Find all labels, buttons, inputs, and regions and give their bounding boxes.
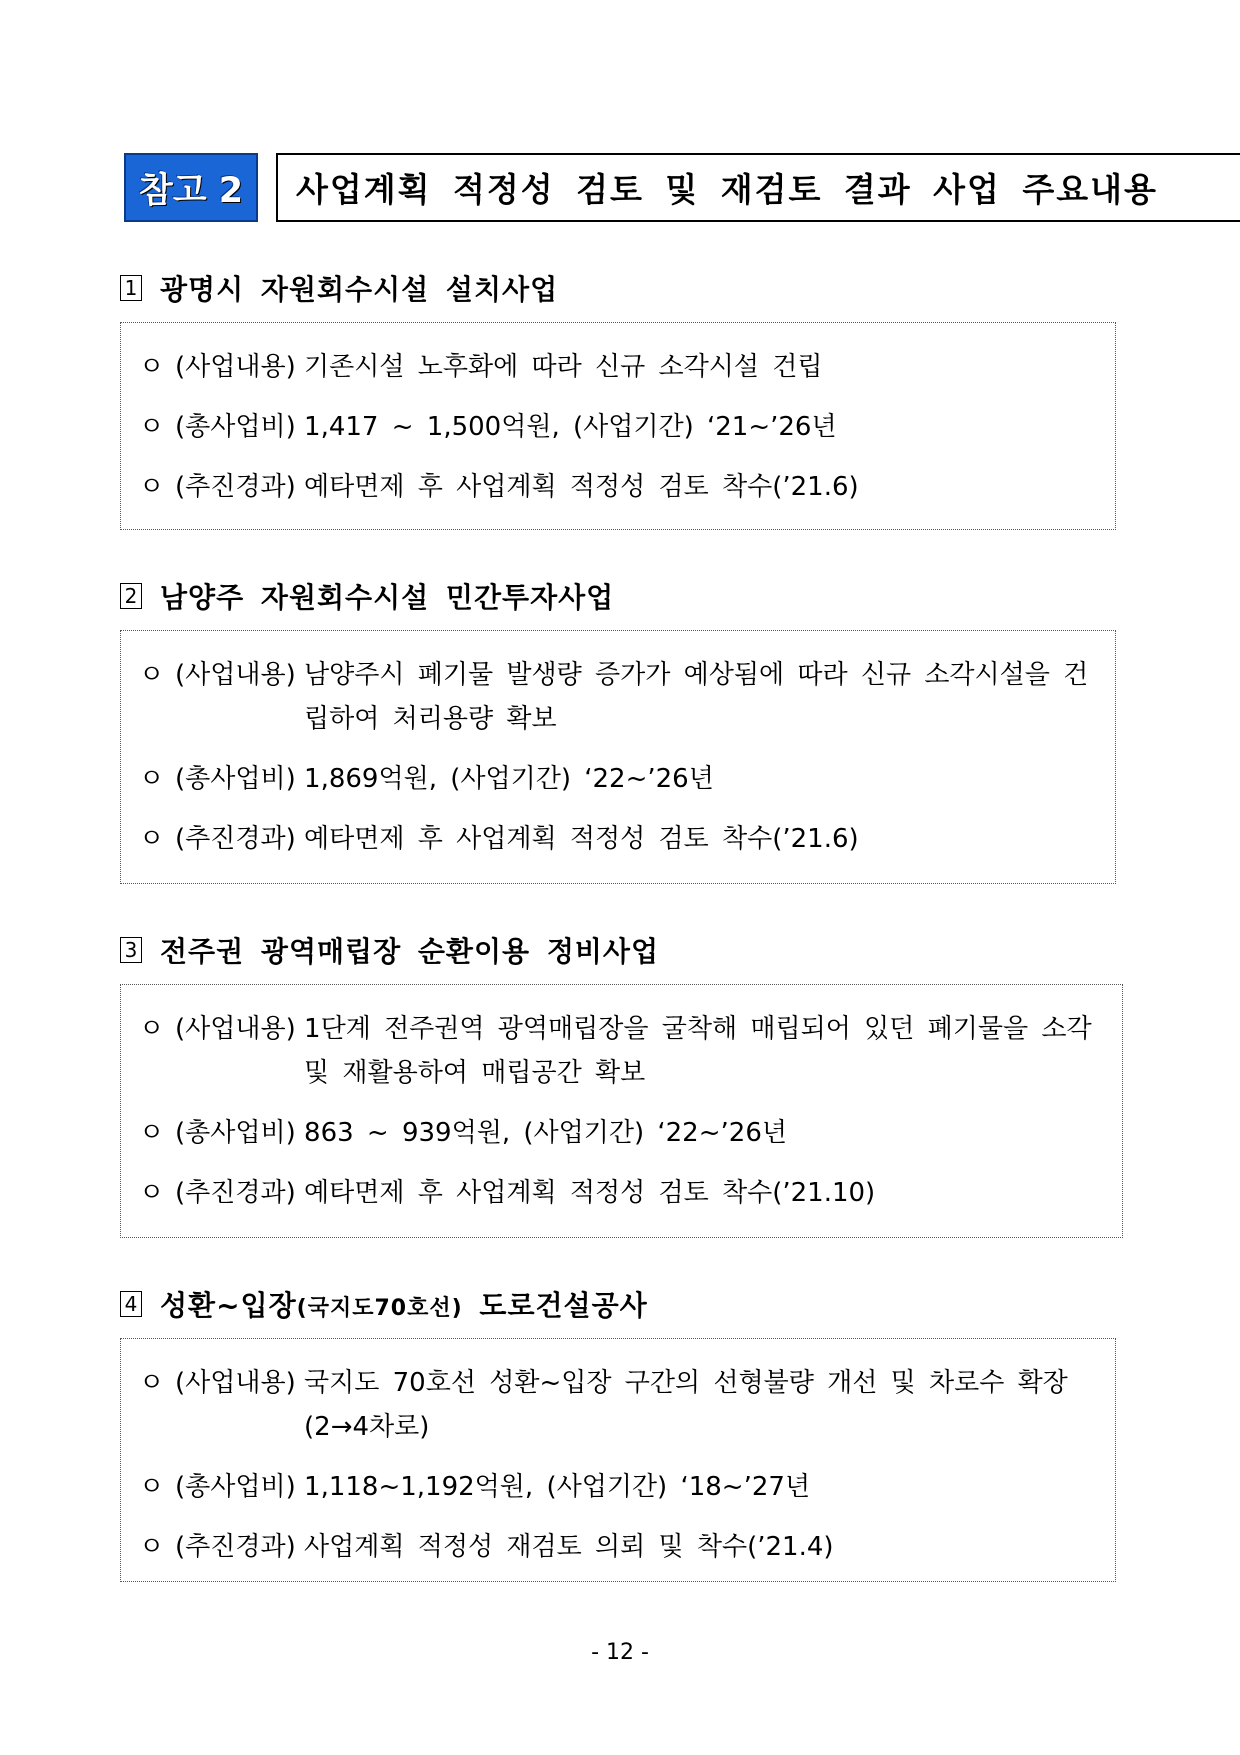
item-label: (총사업비) (175, 764, 305, 794)
list-item (139, 1007, 1108, 1095)
reference-tag: 참고 2 (124, 153, 258, 222)
page-title: 사업계획 적정성 검토 및 재검토 결과 사업 주요내용 (276, 153, 1240, 222)
bullet-icon: ㅇ (139, 1532, 165, 1562)
section-number: 2 (120, 583, 142, 609)
bullet-icon: ㅇ (139, 412, 165, 442)
list-item (139, 345, 1101, 389)
bullet-icon: ㅇ (139, 1472, 165, 1502)
bullet-icon: ㅇ (139, 660, 165, 690)
section-content-box (120, 630, 1116, 884)
section-number: 1 (120, 275, 142, 301)
bullet-icon: ㅇ (139, 472, 165, 502)
section-heading (120, 1284, 1116, 1324)
item-text: 예타면제 후 사업계획 적정성 검토 착수(’21.6) (304, 824, 859, 854)
item-text: 1,869억원, (사업기간) ‘22~’26년 (304, 764, 714, 794)
item-label: (총사업비) (175, 1472, 305, 1502)
section-content-box (120, 984, 1123, 1238)
section-number: 4 (120, 1291, 142, 1317)
list-item (139, 817, 1101, 861)
item-label: (추진경과) (175, 1532, 305, 1562)
item-text: 예타면제 후 사업계획 적정성 검토 착수(’21.6) (304, 472, 859, 502)
section-number: 3 (120, 937, 142, 963)
item-text: 기존시설 노후화에 따라 신규 소각시설 건립 (304, 352, 823, 382)
list-item (139, 653, 1101, 741)
item-text: 1단계 전주권역 광역매립장을 굴착해 매립되어 있던 폐기물을 소각 및 재활용하여 매립공간 확보 (304, 1014, 1092, 1088)
list-item (139, 1111, 1108, 1155)
section-title: 광명시 자원회수시설 설치사업 (160, 273, 559, 306)
item-label: (사업내용) (175, 1014, 305, 1044)
section-1 (120, 268, 1116, 530)
item-text: 1,118~1,192억원, (사업기간) ‘18~’27년 (304, 1472, 811, 1502)
item-text: 남양주시 폐기물 발생량 증가가 예상됨에 따라 신규 소각시설을 건립하여 처리용량 확보 (304, 660, 1089, 734)
item-text: 사업계획 적정성 재검토 의뢰 및 착수(’21.4) (304, 1532, 834, 1562)
section-heading (120, 576, 1116, 616)
list-item (139, 1171, 1108, 1215)
bullet-icon: ㅇ (139, 824, 165, 854)
page-number: - 12 - (591, 1640, 649, 1665)
section-title: 성환~입장(국지도70호선) 도로건설공사 (160, 1289, 648, 1322)
item-label: (추진경과) (175, 1178, 305, 1208)
item-label: (사업내용) (175, 1368, 305, 1398)
bullet-icon: ㅇ (139, 764, 165, 794)
list-item (139, 405, 1101, 449)
bullet-icon: ㅇ (139, 1014, 165, 1044)
section-content-box (120, 1338, 1116, 1582)
list-item (139, 1361, 1101, 1449)
bullet-icon: ㅇ (139, 1178, 165, 1208)
section-title: 전주권 광역매립장 순환이용 정비사업 (160, 935, 660, 968)
item-text: 예타면제 후 사업계획 적정성 검토 착수(’21.10) (304, 1178, 876, 1208)
bullet-icon: ㅇ (139, 1368, 165, 1398)
item-label: (사업내용) (175, 660, 305, 690)
section-heading (120, 268, 1116, 308)
item-text: 863 ~ 939억원, (사업기간) ‘22~’26년 (304, 1118, 787, 1148)
section-2 (120, 576, 1116, 884)
list-item (139, 757, 1101, 801)
section-content-box (120, 322, 1116, 530)
item-label: (추진경과) (175, 472, 305, 502)
item-label: (사업내용) (175, 352, 305, 382)
bullet-icon: ㅇ (139, 1118, 165, 1148)
section-4 (120, 1284, 1116, 1582)
list-item (139, 1525, 1101, 1569)
item-label: (추진경과) (175, 824, 305, 854)
item-text: 1,417 ~ 1,500억원, (사업기간) ‘21~’26년 (304, 412, 837, 442)
section-heading (120, 930, 1123, 970)
list-item (139, 465, 1101, 509)
item-label: (총사업비) (175, 412, 305, 442)
item-text: 국지도 70호선 성환~입장 구간의 선형불량 개선 및 차로수 확장 (2→4차로) (304, 1368, 1068, 1442)
bullet-icon: ㅇ (139, 352, 165, 382)
section-3 (120, 930, 1123, 1238)
section-title: 남양주 자원회수시설 민간투자사업 (160, 581, 615, 614)
list-item (139, 1465, 1101, 1509)
item-label: (총사업비) (175, 1118, 305, 1148)
